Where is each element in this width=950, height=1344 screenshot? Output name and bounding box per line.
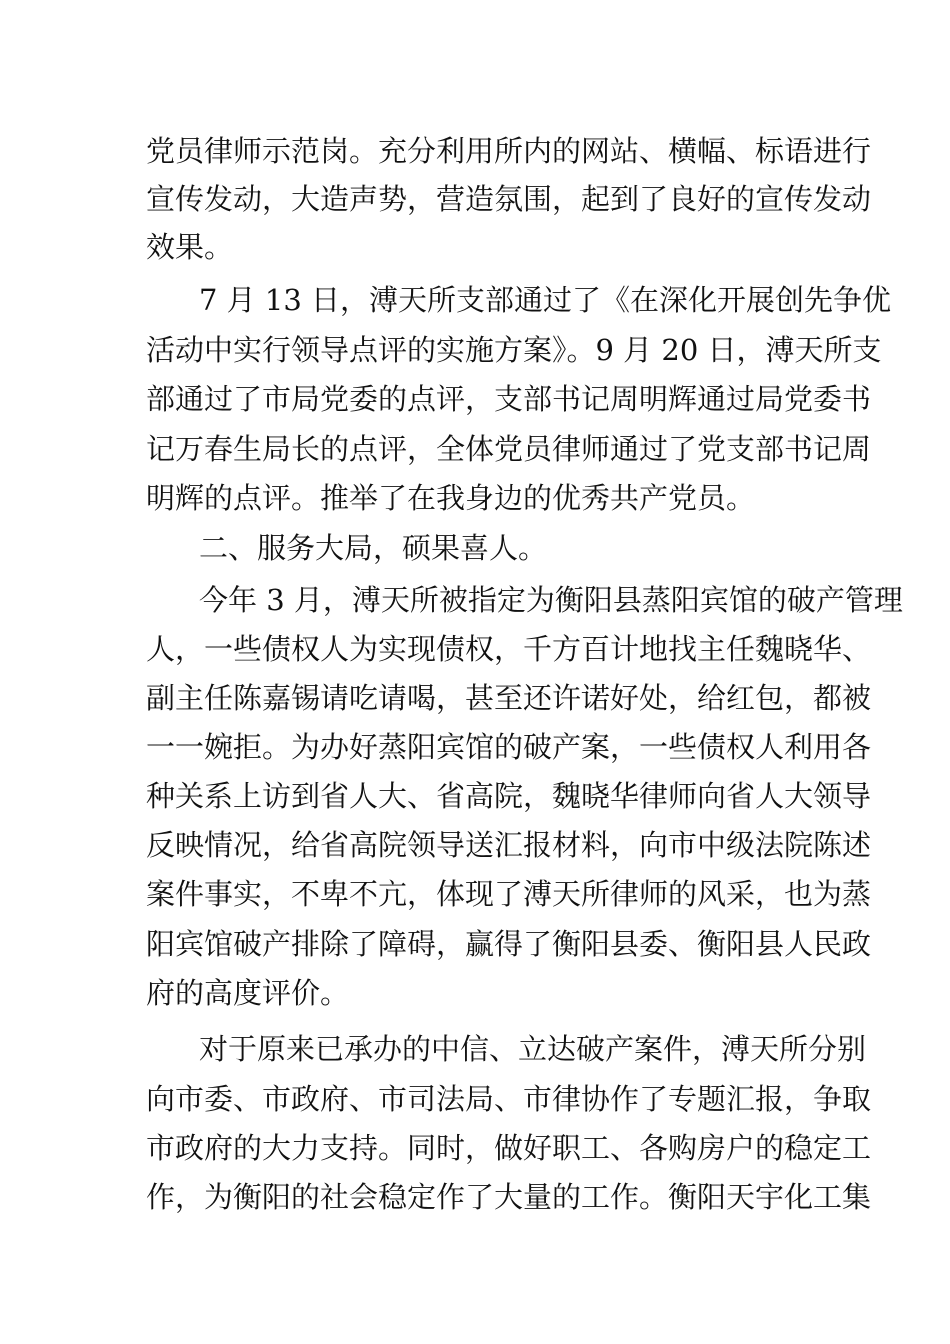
text-line: 效果。 xyxy=(146,230,234,264)
text-line: 今年 3 月，溥天所被指定为衡阳县蒸阳宾馆的破产管理 xyxy=(199,583,903,617)
text-line: 副主任陈嘉锡请吃请喝，甚至还许诺好处，给红包，都被 xyxy=(146,681,872,715)
text-line: 人，一些债权人为实现债权，千方百计地找主任魏晓华、 xyxy=(146,632,872,666)
text-line: 7 月 13 日，溥天所支部通过了《在深化开展创先争优 xyxy=(199,283,892,317)
text-line: 府的高度评价。 xyxy=(146,976,350,1010)
text-line: 党员律师示范岗。充分利用所内的网站、横幅、标语进行 xyxy=(146,134,872,168)
text-line: 市政府的大力支持。同时，做好职工、各购房户的稳定工 xyxy=(146,1131,872,1165)
text-line: 活动中实行领导点评的实施方案》。9 月 20 日，溥天所支 xyxy=(146,333,882,367)
text-line: 案件事实，不卑不亢，体现了溥天所律师的风采，也为蒸 xyxy=(146,877,872,911)
text-line: 记万春生局长的点评，全体党员律师通过了党支部书记周 xyxy=(146,432,872,466)
text-line: 种关系上访到省人大、省高院，魏晓华律师向省人大领导 xyxy=(146,779,872,813)
text-line: 向市委、市政府、市司法局、市律协作了专题汇报，争取 xyxy=(146,1082,872,1116)
text-line: 作，为衡阳的社会稳定作了大量的工作。衡阳天宇化工集 xyxy=(146,1180,872,1214)
text-line: 对于原来已承办的中信、立达破产案件，溥天所分别 xyxy=(199,1032,867,1066)
text-line: 部通过了市局党委的点评，支部书记周明辉通过局党委书 xyxy=(146,382,872,416)
text-line: 阳宾馆破产排除了障碍，赢得了衡阳县委、衡阳县人民政 xyxy=(146,927,872,961)
text-line: 明辉的点评。推举了在我身边的优秀共产党员。 xyxy=(146,481,756,515)
text-line: 一一婉拒。为办好蒸阳宾馆的破产案，一些债权人利用各 xyxy=(146,730,872,764)
text-line: 反映情况，给省高院领导送汇报材料，向市中级法院陈述 xyxy=(146,828,872,862)
text-line: 宣传发动，大造声势，营造氛围，起到了良好的宣传发动 xyxy=(146,182,872,216)
section-heading: 二、服务大局，硕果喜人。 xyxy=(199,531,548,565)
